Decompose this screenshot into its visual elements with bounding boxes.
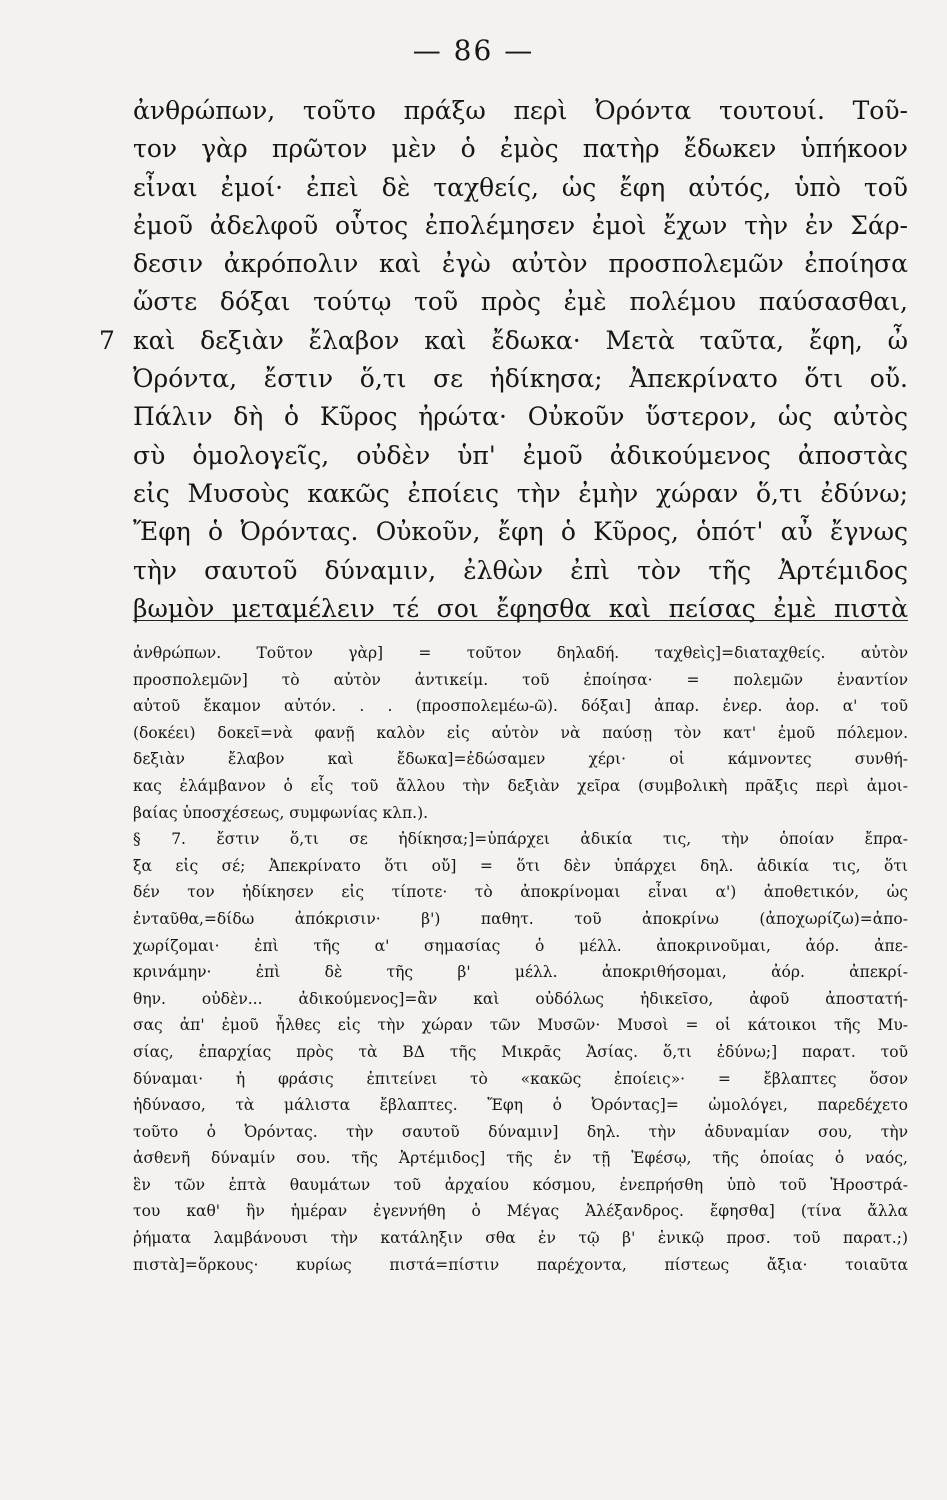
footnote-line: (δοκέει) δοκεῖ=νὰ φανῇ καλὸν εἰς αὐτὸν νὰ παύσῃ τὸν κατ' ἐμοῦ πόλεμον. bbox=[133, 723, 908, 742]
main-text-line-content: εἶναι ἐμοί· ἐπεὶ δὲ ταχθείς, ὡς ἔφη αὐτός, ὑπὸ τοῦ bbox=[133, 172, 908, 202]
footnote-line: σίας, ἐπαρχίας πρὸς τὰ ΒΔ τῆς Μικρᾶς Ἀσίας. ὅ,τι ἐδύνω;] παρατ. τοῦ bbox=[133, 1042, 908, 1061]
footnote-line: αὐτοῦ ἔκαμον αὐτόν. . . (προσπολεμέω-ῶ). δόξαι] ἀπαρ. ἐνερ. ἀορ. α' τοῦ bbox=[133, 697, 908, 716]
main-text-line bbox=[133, 590, 908, 628]
main-text-line-content: σὺ ὁμολογεῖς, οὐδὲν ὑπ' ἐμοῦ ἀδικούμενος ἀποστὰς bbox=[133, 440, 908, 470]
footnote-line: ἀσθενῆ δύναμίν σου. τῆς Ἀρτέμιδος] τῆς ἐν τῇ Ἐφέσῳ, τῆς ὁποίας ὁ ναός, bbox=[133, 1149, 908, 1168]
main-text-line bbox=[133, 398, 908, 436]
main-text-line-content: ἐμοῦ ἀδελφοῦ οὗτος ἐπολέμησεν ἐμοὶ ἔχων τὴν ἐν Σάρ- bbox=[133, 210, 908, 240]
main-text-line bbox=[133, 437, 908, 475]
main-text-line bbox=[133, 475, 908, 513]
footnote-line: κρινάμην· ἐπὶ δὲ τῆς β' μέλλ. ἀποκριθήσομαι, ἀόρ. ἀπεκρί- bbox=[133, 963, 908, 982]
footnote-divider bbox=[133, 620, 908, 621]
main-text-line-content: Ἔφη ὁ Ὀρόντας. Οὐκοῦν, ἔφη ὁ Κῦρος, ὁπότ' αὖ ἔγνως bbox=[133, 517, 908, 547]
main-text-line-content: δεσιν ἀκρόπολιν καὶ ἐγὼ αὐτὸν προσπολεμῶν ἐποίησα bbox=[133, 249, 908, 279]
footnote-line: ῥήματα λαμβάνουσι τὴν κατάληξιν σθα ἐν τῷ β' ἑνικῷ προσ. τοῦ παρατ.;) bbox=[133, 1229, 908, 1248]
section-line-number: 7 bbox=[99, 325, 115, 355]
main-text-line bbox=[133, 207, 908, 245]
footnote-line: βαίας ὑποσχέσεως, συμφωνίας κλπ.). bbox=[133, 803, 429, 822]
footnotes bbox=[133, 640, 908, 1278]
page-number: — 86 — bbox=[412, 34, 535, 67]
footnote-line: θην. οὐδὲν... ἀδικούμενος]=ἂν καὶ οὐδόλως ἠδικεῖσο, ἀφοῦ ἀποστατή- bbox=[133, 989, 908, 1008]
footnote-line: σας ἀπ' ἐμοῦ ἦλθες εἰς τὴν χώραν τῶν Μυσῶν· Μυσοὶ = οἱ κάτοικοι τῆς Μυ- bbox=[133, 1016, 908, 1035]
footnote-line: του καθ' ἣν ἡμέραν ἐγεννήθη ὁ Μέγας Ἀλέξανδρος. ἔφησθα] (τίνα ἄλλα bbox=[133, 1202, 908, 1221]
main-text-line bbox=[99, 322, 908, 360]
main-text-line-content: τὴν σαυτοῦ δύναμιν, ἐλθὼν ἐπὶ τὸν τῆς Ἀρτέμιδος bbox=[133, 555, 908, 585]
footnote-line: κας ἐλάμβανον ὁ εἷς τοῦ ἄλλου τὴν δεξιὰν χεῖρα (συμβολικὴ πρᾶξις περὶ ἀμοι- bbox=[133, 776, 908, 795]
main-text-line-content: Ὀρόντα, ἔστιν ὅ,τι σε ἠδίκησα; Ἀπεκρίνατο ὅτι οὔ. bbox=[133, 364, 908, 394]
footnote-line: ἓν τῶν ἑπτὰ θαυμάτων τοῦ ἀρχαίου κόσμου, ἐνεπρήσθη ὑπὸ τοῦ Ἡροστρά- bbox=[133, 1175, 908, 1194]
footnote-line: § 7. ἔστιν ὅ,τι σε ἠδίκησα;]=ὑπάρχει ἀδικία τις, τὴν ὁποίαν ἔπρα- bbox=[133, 830, 908, 849]
main-text-line bbox=[133, 552, 908, 590]
main-text-line-content: βωμὸν μεταμέλειν τέ σοι ἔφησθα καὶ πείσας ἐμὲ πιστὰ bbox=[133, 593, 908, 623]
footnote-line: δεξιὰν ἔλαβον καὶ ἔδωκα]=ἐδώσαμεν χέρι· οἱ κάμνοντες συνθή- bbox=[133, 750, 908, 769]
main-text bbox=[99, 92, 908, 628]
footnote-line: ἀνθρώπων. Τοῦτον γὰρ] = τοῦτον δηλαδή. ταχθεὶς]=διαταχθείς. αὐτὸν bbox=[133, 644, 908, 662]
main-text-line bbox=[133, 283, 908, 321]
footnote-line: δέν τον ἠδίκησεν εἰς τίποτε· τὸ ἀποκρίνομαι εἶναι α') ἀποθετικόν, ὡς bbox=[133, 883, 908, 902]
footnote-line: ξα εἰς σέ; Ἀπεκρίνατο ὅτι οὔ] = ὅτι δὲν ὑπάρχει δηλ. ἀδικία τις, ὅτι bbox=[133, 856, 908, 875]
main-text-line-content: Πάλιν δὴ ὁ Κῦρος ἠρώτα· Οὐκοῦν ὕστερον, ὡς αὐτὸς bbox=[133, 402, 908, 432]
main-text-line-content: καὶ δεξιὰν ἔλαβον καὶ ἔδωκα· Μετὰ ταῦτα, ἔφη, ὦ bbox=[133, 325, 908, 355]
main-text-line bbox=[133, 169, 908, 207]
main-text-line-content: ἀνθρώπων, τοῦτο πράξω περὶ Ὀρόντα τουτουί. Τοῦ- bbox=[133, 96, 908, 125]
main-text-line-content: εἰς Μυσοὺς κακῶς ἐποίεις τὴν ἐμὴν χώραν ὅ,τι ἐδύνω; bbox=[133, 478, 908, 508]
main-text-line-content: τον γὰρ πρῶτον μὲν ὁ ἐμὸς πατὴρ ἔδωκεν ὑπήκοον bbox=[133, 134, 908, 164]
main-text-line bbox=[133, 513, 908, 551]
footnote-line: προσπολεμῶν] τὸ αὐτὸν ἀντικείμ. τοῦ ἐποίησα· = πολεμῶν ἐναντίον bbox=[133, 670, 908, 689]
footnote-line: ἐνταῦθα,=δίδω ἀπόκρισιν· β') παθητ. τοῦ ἀποκρίνω (ἀποχωρίζω)=ἀπο- bbox=[133, 909, 908, 928]
main-text-line bbox=[133, 245, 908, 283]
footnote-line: πιστὰ]=ὅρκους· κυρίως πιστά=πίστιν παρέχοντα, πίστεως ἄξια· τοιαῦτα bbox=[133, 1255, 908, 1274]
main-text-line bbox=[133, 92, 908, 130]
main-text-line bbox=[133, 130, 908, 168]
footnote-line: δύναμαι· ἡ φράσις ἐπιτείνει τὸ «κακῶς ἐποίεις»· = ἔβλαπτες ὅσον bbox=[133, 1069, 908, 1088]
footnote-line: χωρίζομαι· ἐπὶ τῆς α' σημασίας ὁ μέλλ. ἀποκρινοῦμαι, ἀόρ. ἀπε- bbox=[133, 936, 908, 955]
footnote-line: ἠδύνασο, τὰ μάλιστα ἔβλαπτες. Ἔφη ὁ Ὀρόντας]= ὡμολόγει, παρεδέχετο bbox=[133, 1096, 908, 1115]
main-text-line-content: ὥστε δόξαι τούτῳ τοῦ πρὸς ἐμὲ πολέμου παύσασθαι, bbox=[133, 287, 908, 317]
footnote-line: τοῦτο ὁ Ὀρόντας. τὴν σαυτοῦ δύναμιν] δηλ. τὴν ἀδυναμίαν σου, τὴν bbox=[133, 1122, 908, 1141]
main-text-line bbox=[133, 360, 908, 398]
